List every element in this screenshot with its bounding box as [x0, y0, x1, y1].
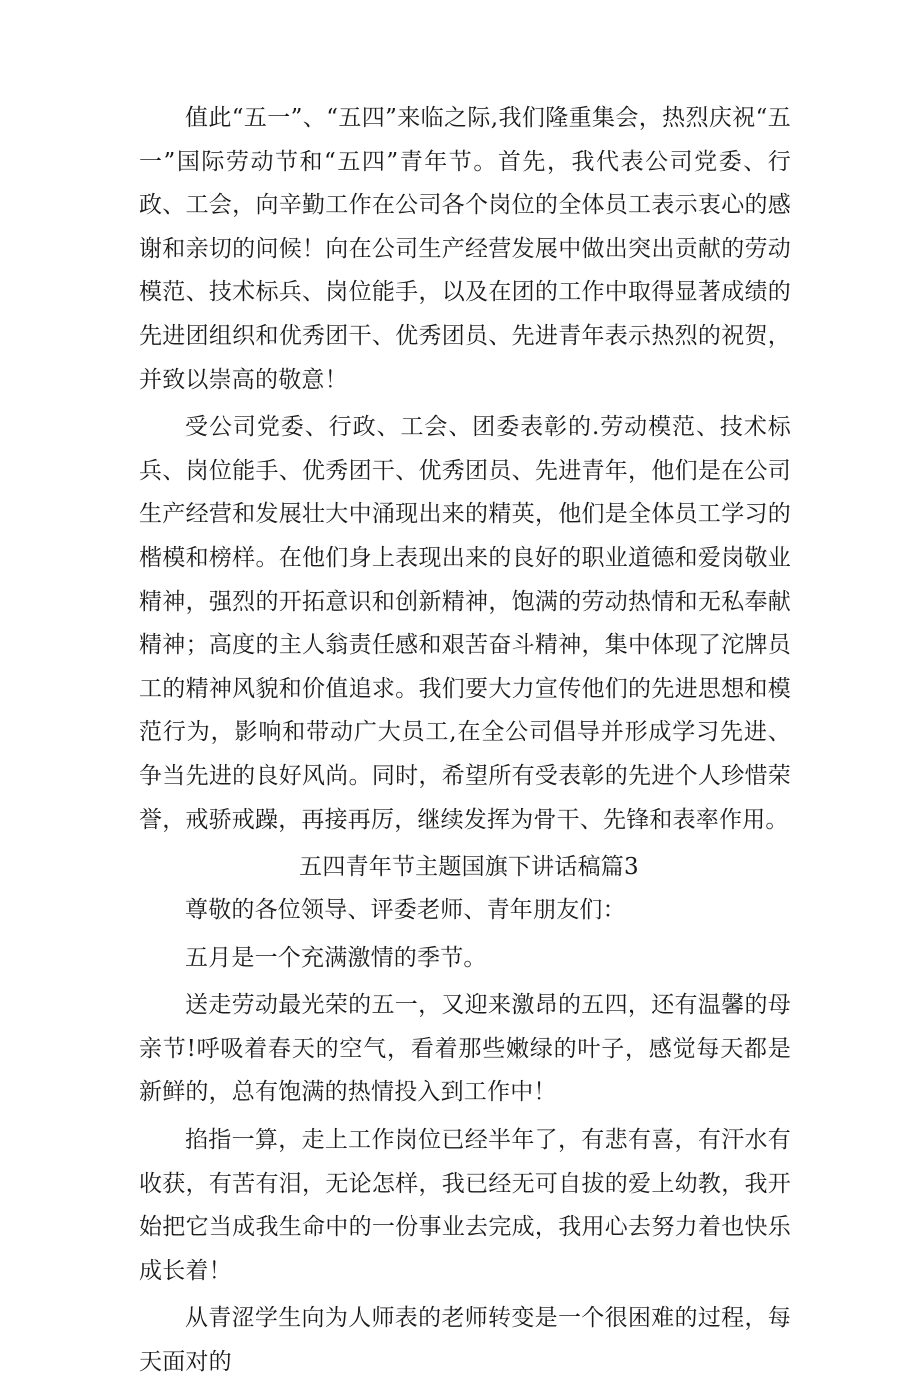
- greeting-paragraph: 尊敬的各位领导、评委老师、青年朋友们：: [185, 897, 626, 924]
- section-heading: 五四青年节主题国旗下讲话稿篇3: [299, 854, 639, 881]
- paragraph-5: 掐指一算，走上工作岗位已经半年了，有悲有喜，有汗水有收获，有苦有泪，无论怎样，我已经无可自拔的爱上幼教，我开始把它当成我生命中的一份事业去完成，我用心去努力着也快乐成长着！: [139, 1127, 791, 1284]
- document-body: [139, 97, 791, 1389]
- paragraph-2: 受公司党委、行政、工会、团委表彰的.劳动模范、技术标兵、岗位能手、优秀团干、优秀团员、先进青年，他们是在公司生产经营和发展壮大中涌现出来的精英，他们是全体员工学习的楷模和榜样。在他们身上表现出来的良好的职业道德和爱岗敬业精神，强烈的开拓意识和创新精神，饱满的劳动热情和无私奉献精神；高度的主人翁责任感和艰苦奋斗精神，集中体现了沱牌员工的精神风貌和价值追求。我们要大力宣传他们的先进思想和模范行为，影响和带动广大员工,在全公司倡导并形成学习先进、争当先进的良好风尚。同时，希望所有受表彰的先进个人珍惜荣誉，戒骄戒躁，再接再厉，继续发挥为骨干、先锋和表率作用。: [139, 414, 791, 833]
- paragraph-4: 送走劳动最光荣的五一，又迎来激昂的五四，还有温馨的母亲节!呼吸着春天的空气，看着那些嫩绿的叶子，感觉每天都是新鲜的，总有饱满的热情投入到工作中！: [139, 992, 791, 1106]
- paragraph-6: 从青涩学生向为人师表的老师转变是一个很困难的过程，每天面对的: [139, 1305, 791, 1376]
- paragraph-3: 五月是一个充满激情的季节。: [185, 944, 487, 971]
- paragraph-1: 值此“五一”、“五四”来临之际,我们隆重集会，热烈庆祝“五一”国际劳动节和“五四”青年节。首先，我代表公司党委、行政、工会，向辛勤工作在公司各个岗位的全体员工表示衷心的感谢和亲切的问候！向在公司生产经营发展中做出突出贡献的劳动模范、技术标兵、岗位能手，以及在团的工作中取得显著成绩的先进团组织和优秀团干、优秀团员、先进青年表示热烈的祝贺，并致以崇高的敬意！: [139, 105, 791, 393]
